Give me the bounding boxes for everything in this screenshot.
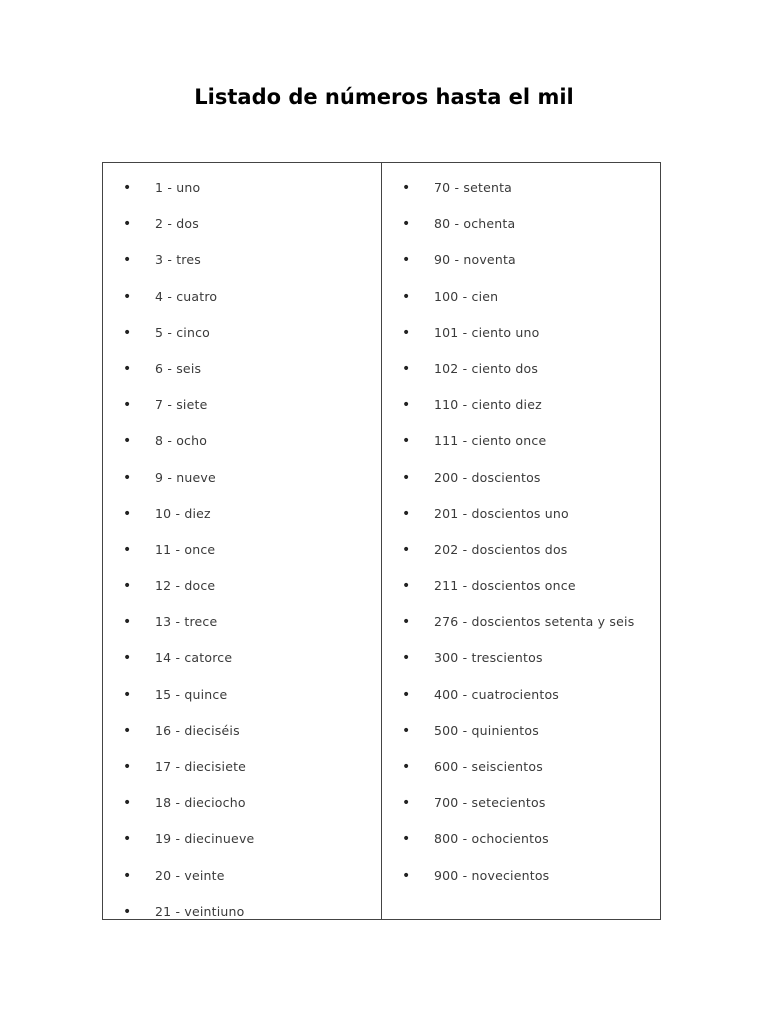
list-item-text: 111 - ciento once bbox=[434, 433, 547, 449]
right-number-list bbox=[382, 179, 660, 903]
bullet-icon: • bbox=[123, 686, 132, 703]
bullet-icon: • bbox=[402, 216, 411, 233]
list-item-text: 110 - ciento diez bbox=[434, 397, 542, 413]
list-item-text: 5 - cinco bbox=[155, 324, 210, 340]
list-item-text: 1 - uno bbox=[155, 180, 201, 195]
list-item bbox=[103, 867, 381, 903]
list-item bbox=[103, 396, 381, 432]
bullet-icon: • bbox=[123, 867, 132, 884]
list-item bbox=[103, 903, 381, 939]
list-item bbox=[382, 505, 660, 541]
bullet-icon: • bbox=[123, 903, 132, 920]
numbers-table bbox=[102, 162, 661, 920]
bullet-icon: • bbox=[402, 759, 411, 775]
list-item-text: 11 - once bbox=[155, 541, 216, 557]
list-item-text: 20 - veinte bbox=[155, 867, 225, 883]
list-item-text: 17 - diecisiete bbox=[155, 759, 247, 774]
bullet-icon: • bbox=[402, 831, 411, 848]
bullet-icon: • bbox=[123, 578, 132, 595]
list-item bbox=[103, 649, 381, 685]
bullet-icon: • bbox=[123, 288, 132, 305]
bullet-icon: • bbox=[402, 686, 411, 703]
list-item-text: 211 - doscientos once bbox=[434, 578, 576, 594]
bullet-icon: • bbox=[402, 867, 411, 884]
bullet-icon: • bbox=[123, 831, 132, 848]
list-item bbox=[382, 179, 660, 215]
bullet-icon: • bbox=[402, 722, 411, 739]
list-item-text: 12 - doce bbox=[155, 578, 216, 594]
list-item-text: 14 - catorce bbox=[155, 650, 233, 666]
bullet-icon: • bbox=[123, 650, 132, 667]
list-item bbox=[382, 396, 660, 432]
list-item bbox=[103, 686, 381, 722]
list-item-text: 102 - ciento dos bbox=[434, 360, 539, 376]
list-item bbox=[382, 251, 660, 287]
bullet-icon: • bbox=[402, 795, 411, 812]
list-item-text: 300 - trescientos bbox=[434, 650, 543, 666]
list-item bbox=[382, 215, 660, 251]
list-item bbox=[382, 830, 660, 866]
list-item bbox=[382, 794, 660, 830]
list-item bbox=[382, 541, 660, 577]
list-item-text: 18 - dieciocho bbox=[155, 795, 246, 811]
list-item bbox=[103, 794, 381, 830]
list-item-text: 276 - doscientos setenta y seis bbox=[434, 614, 635, 630]
bullet-icon: • bbox=[402, 650, 411, 667]
list-item-text: 500 - quinientos bbox=[434, 722, 539, 738]
list-item-text: 7 - siete bbox=[155, 397, 208, 413]
right-column bbox=[382, 163, 660, 919]
list-item bbox=[103, 360, 381, 396]
bullet-icon: • bbox=[123, 252, 132, 269]
list-item-text: 800 - ochocientos bbox=[434, 831, 549, 847]
bullet-icon: • bbox=[123, 541, 132, 558]
list-item-text: 13 - trece bbox=[155, 614, 218, 630]
list-item-text: 16 - dieciséis bbox=[155, 722, 240, 738]
list-item bbox=[382, 686, 660, 722]
list-item-text: 400 - cuatrocientos bbox=[434, 686, 560, 702]
bullet-icon: • bbox=[402, 469, 411, 486]
list-item-text: 8 - ocho bbox=[155, 433, 208, 449]
list-item bbox=[103, 179, 381, 215]
list-item bbox=[382, 758, 660, 794]
list-item bbox=[103, 758, 381, 794]
list-item bbox=[382, 722, 660, 758]
list-item bbox=[103, 577, 381, 613]
list-item-text: 200 - doscientos bbox=[434, 469, 541, 485]
list-item bbox=[103, 432, 381, 468]
list-item-text: 15 - quince bbox=[155, 686, 228, 702]
list-item-text: 90 - noventa bbox=[434, 252, 516, 268]
list-item-text: 101 - ciento uno bbox=[434, 324, 540, 340]
bullet-icon: • bbox=[123, 360, 132, 377]
list-item-text: 3 - tres bbox=[155, 252, 201, 268]
list-item bbox=[103, 251, 381, 287]
left-number-list bbox=[103, 179, 381, 939]
list-item-text: 21 - veintiuno bbox=[155, 903, 245, 919]
bullet-icon: • bbox=[402, 360, 411, 377]
list-item bbox=[103, 215, 381, 251]
list-item bbox=[382, 469, 660, 505]
bullet-icon: • bbox=[402, 288, 411, 305]
list-item bbox=[382, 360, 660, 396]
page-title: Listado de números hasta el mil bbox=[194, 85, 574, 109]
bullet-icon: • bbox=[123, 614, 132, 631]
list-item-text: 6 - seis bbox=[155, 360, 202, 376]
bullet-icon: • bbox=[402, 578, 411, 595]
left-column bbox=[103, 163, 382, 919]
list-item bbox=[382, 288, 660, 324]
list-item bbox=[382, 577, 660, 613]
list-item bbox=[382, 649, 660, 685]
list-item bbox=[103, 613, 381, 649]
list-item-text: 9 - nueve bbox=[155, 469, 216, 485]
list-item-text: 70 - setenta bbox=[434, 180, 513, 195]
bullet-icon: • bbox=[402, 252, 411, 269]
bullet-icon: • bbox=[123, 722, 132, 739]
bullet-icon: • bbox=[402, 180, 411, 196]
list-item-text: 4 - cuatro bbox=[155, 288, 218, 304]
list-item-text: 900 - novecientos bbox=[434, 867, 550, 883]
list-item bbox=[103, 505, 381, 541]
list-item-text: 80 - ochenta bbox=[434, 216, 516, 232]
bullet-icon: • bbox=[123, 180, 132, 196]
list-item-text: 201 - doscientos uno bbox=[434, 505, 569, 521]
bullet-icon: • bbox=[402, 433, 411, 450]
bullet-icon: • bbox=[123, 433, 132, 450]
list-item bbox=[103, 541, 381, 577]
list-item-text: 100 - cien bbox=[434, 288, 499, 304]
list-item bbox=[382, 867, 660, 903]
list-item-text: 10 - diez bbox=[155, 505, 211, 521]
bullet-icon: • bbox=[402, 397, 411, 414]
list-item bbox=[103, 288, 381, 324]
bullet-icon: • bbox=[123, 324, 132, 341]
bullet-icon: • bbox=[123, 759, 132, 775]
list-item-text: 202 - doscientos dos bbox=[434, 541, 568, 557]
list-item-text: 19 - diecinueve bbox=[155, 831, 255, 847]
bullet-icon: • bbox=[402, 614, 411, 631]
list-item-text: 2 - dos bbox=[155, 216, 199, 232]
bullet-icon: • bbox=[402, 505, 411, 522]
list-item bbox=[103, 324, 381, 360]
bullet-icon: • bbox=[123, 469, 132, 486]
bullet-icon: • bbox=[123, 795, 132, 812]
bullet-icon: • bbox=[123, 397, 132, 414]
bullet-icon: • bbox=[402, 324, 411, 341]
list-item-text: 700 - setecientos bbox=[434, 795, 546, 811]
bullet-icon: • bbox=[123, 505, 132, 522]
list-item bbox=[103, 469, 381, 505]
list-item bbox=[103, 830, 381, 866]
bullet-icon: • bbox=[402, 541, 411, 558]
bullet-icon: • bbox=[123, 216, 132, 233]
list-item bbox=[382, 324, 660, 360]
list-item bbox=[382, 432, 660, 468]
list-item bbox=[382, 613, 660, 649]
list-item-text: 600 - seiscientos bbox=[434, 759, 543, 774]
list-item bbox=[103, 722, 381, 758]
